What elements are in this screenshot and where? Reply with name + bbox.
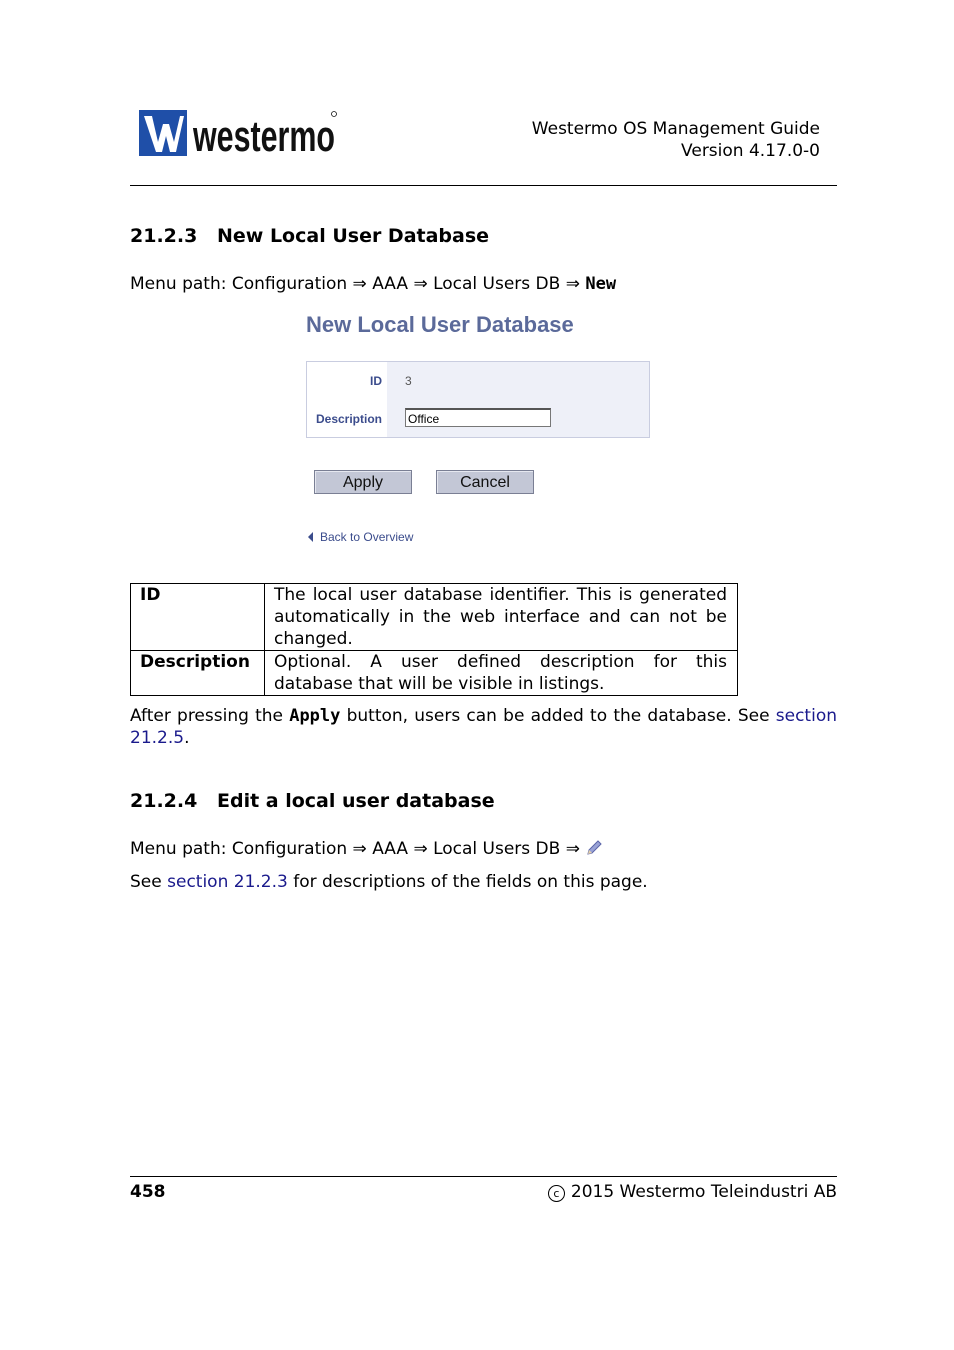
menu-path-prefix: Menu path: Configuration ⇒ AAA ⇒ Local Users DB ⇒ [130,274,580,294]
ui-id-value: 3 [405,374,412,388]
guide-title: Westermo OS Management Guide [531,119,820,139]
ui-id-label: ID [370,374,382,388]
back-to-overview-link[interactable] [308,530,413,544]
guide-version: Version 4.17.0-0 [681,141,820,161]
description-input[interactable]: Office [405,408,551,427]
ui-form-panel [306,361,650,438]
header-info [532,118,820,162]
section-number: 21.2.3 [130,225,198,247]
back-label: Back to Overview [320,530,414,544]
apply-button[interactable]: Apply [314,470,412,494]
section-heading-new-db [130,225,489,247]
see-prefix: See [130,872,162,892]
menu-path-last: New [585,274,617,294]
field-description: Optional. A user defined description for this database that will be visible in listings. [265,651,738,696]
after-apply-paragraph [130,705,837,749]
menu-path-edit [130,838,603,863]
logo-wordmark: westermo [192,112,335,161]
ui-description-label: Description [315,412,382,426]
ui-page-title: New Local User Database [306,312,574,337]
page-number: 458 [130,1182,166,1202]
field-name: Description [131,651,265,696]
section-link-2123[interactable]: section 21.2.3 [167,872,288,892]
copyright-text: 2015 Westermo Teleindustri AB [570,1182,837,1202]
after-text-part3: . [184,728,190,748]
back-arrow-icon [308,532,313,542]
section-title: Edit a local user database [217,790,495,812]
table-row [131,651,738,696]
menu-path-prefix: Menu path: Configuration ⇒ AAA ⇒ Local Users DB ⇒ [130,839,580,859]
see-suffix: for descriptions of the fields on this page. [293,872,648,892]
fields-table [130,583,738,696]
apply-keyword: Apply [289,706,341,726]
copyright [548,1182,837,1202]
see-section-paragraph [130,871,648,893]
cancel-button[interactable]: Cancel [436,470,534,494]
table-row [131,584,738,651]
section-title: New Local User Database [217,225,490,247]
pencil-icon [585,839,603,863]
copyright-icon: c [548,1185,565,1202]
section-number: 21.2.4 [130,790,198,812]
field-name: ID [131,584,265,651]
menu-path-new [130,273,616,295]
after-text-part1: After pressing the [130,706,283,726]
section-link-2125[interactable]: section 21.2.5 [130,706,837,748]
after-text-part2: button, users can be added to the database. See [346,706,770,726]
field-description: The local user database identifier. This is generated automatically in the web interface and can not be changed. [265,584,738,651]
header-divider [130,185,837,186]
section-heading-edit-db [130,790,495,812]
westermo-logo [138,108,338,161]
footer-divider [130,1176,837,1177]
